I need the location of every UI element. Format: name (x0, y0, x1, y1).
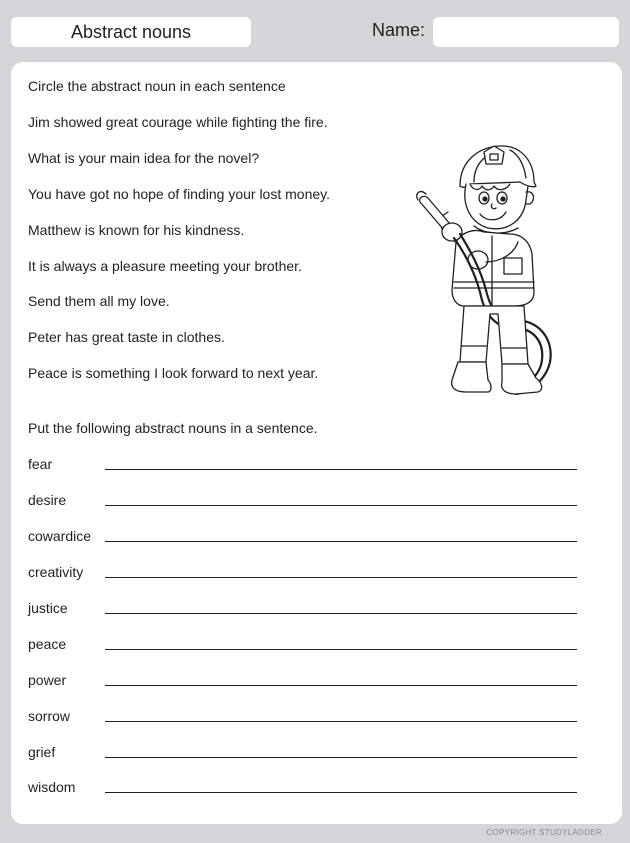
answer-line-5[interactable] (105, 613, 577, 614)
name-field[interactable] (433, 17, 619, 47)
answer-line-6[interactable] (105, 649, 577, 650)
sentence-8[interactable]: Peace is something I look forward to next year. (28, 365, 319, 381)
worksheet-title: Abstract nouns (70, 21, 192, 42)
word-label-7: power (28, 672, 67, 688)
word-label-2: desire (28, 492, 67, 508)
sentence-7[interactable]: Peter has great taste in clothes. (28, 329, 225, 345)
answer-line-10[interactable] (105, 792, 577, 793)
word-label-6: peace (28, 636, 67, 652)
answer-line-7[interactable] (105, 685, 577, 686)
firefighter-illustration (414, 142, 564, 397)
word-label-8: sorrow (28, 708, 71, 724)
answer-line-1[interactable] (105, 469, 577, 470)
word-label-5: justice (28, 600, 68, 616)
sentence-3[interactable]: You have got no hope of finding your lost money. (28, 186, 330, 202)
word-label-4: creativity (28, 564, 84, 580)
answer-line-2[interactable] (105, 505, 577, 506)
sentence-5[interactable]: It is always a pleasure meeting your brother. (28, 258, 302, 274)
worksheet-title-box (11, 17, 251, 47)
answer-line-4[interactable] (105, 577, 577, 578)
word-label-9: grief (28, 744, 56, 760)
sentence-2[interactable]: What is your main idea for the novel? (28, 150, 260, 166)
answer-line-3[interactable] (105, 541, 577, 542)
word-label-10: wisdom (28, 779, 76, 795)
copyright-notice: COPYRIGHT STUDYLADDER (486, 828, 602, 837)
name-label: Name: (372, 20, 426, 40)
word-label-3: cowardice (28, 528, 92, 544)
sentence-1[interactable]: Jim showed great courage while fighting the fire. (28, 114, 328, 130)
sentence-4[interactable]: Matthew is known for his kindness. (28, 222, 245, 238)
answer-line-9[interactable] (105, 757, 577, 758)
section2-instruction: Put the following abstract nouns in a sentence. (28, 420, 318, 436)
answer-line-8[interactable] (105, 721, 577, 722)
sentence-6[interactable]: Send them all my love. (28, 293, 170, 309)
word-label-1: fear (28, 456, 53, 472)
section1-instruction: Circle the abstract noun in each sentence (28, 78, 286, 94)
